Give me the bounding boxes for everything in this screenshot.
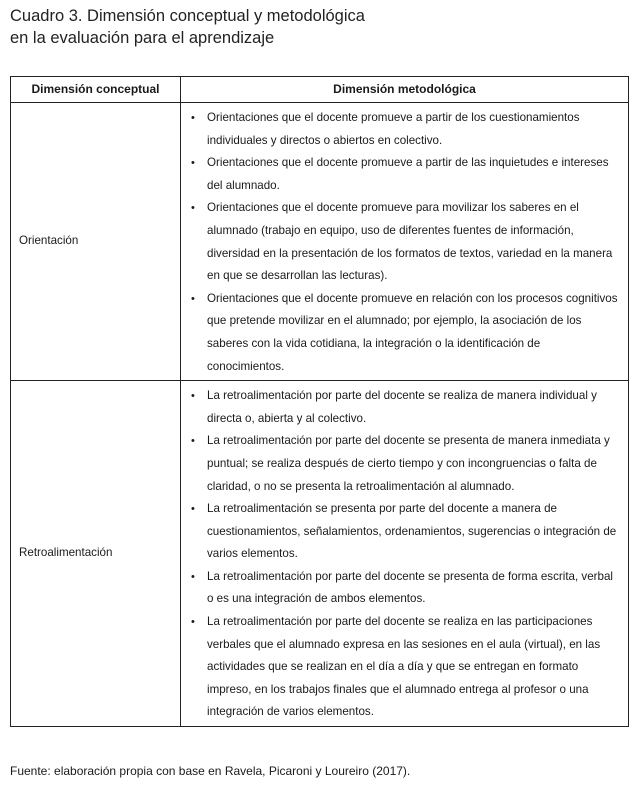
- list-item: • Orientaciones que el docente promueve a partir de los cuestionamientos individuales y directos o abiertos en colectivo.: [189, 107, 620, 152]
- table-caption: [10, 5, 610, 49]
- list-item: • Orientaciones que el docente promueve para movilizar los saberes en el alumnado (trabajo en equipo, uso de diferentes fuentes de información, diversidad en la presentación de los formatos de textos, variedad en la manera en que se desarrollan las lecturas).: [189, 197, 620, 287]
- list-item: • Orientaciones que el docente promueve en relación con los procesos cognitivos que pretende movilizar en el alumnado; por ejemplo, la asociación de los saberes con la vida cotidiana, la integración o la identificación de conocimientos.: [189, 288, 620, 378]
- method-cell: [181, 103, 629, 381]
- list-item: • La retroalimentación por parte del docente se presenta de forma escrita, verbal o es una integración de ambos elementos.: [189, 566, 620, 611]
- concept-cell: Retroalimentación: [11, 381, 181, 727]
- source-note: Fuente: elaboración propia con base en Ravela, Picaroni y Loureiro (2017).: [10, 764, 411, 778]
- list-item: • La retroalimentación por parte del docente se realiza de manera individual y directa o, abierta y al colectivo.: [189, 385, 620, 430]
- list-item: • La retroalimentación se presenta por parte del docente a manera de cuestionamientos, señalamientos, ordenamientos, sugerencias o integración de varios elementos.: [189, 498, 620, 566]
- concept-cell: Orientación: [11, 103, 181, 381]
- bullet-list: [189, 107, 620, 378]
- list-item: • La retroalimentación por parte del docente se realiza en las participaciones verbales que el alumnado expresa en las sesiones en el aula (virtual), en las actividades que se realizan en el día a día y que se entregan en formato impreso, en los trabajos finales que el alumnado entrega al profesor o una integración de varios elementos.: [189, 611, 620, 724]
- bullet-list: [189, 385, 620, 724]
- caption-line-2: en la evaluación para el aprendizaje: [10, 29, 275, 47]
- caption-line-1: Cuadro 3. Dimensión conceptual y metodológica: [10, 7, 365, 25]
- table-header-row: [11, 77, 629, 103]
- list-item: • Orientaciones que el docente promueve a partir de las inquietudes e intereses del alumnado.: [189, 152, 620, 197]
- dimensions-table: [10, 76, 629, 727]
- table-row-retroalimentacion: [11, 381, 629, 727]
- table-row-orientacion: [11, 103, 629, 381]
- header-conceptual: Dimensión conceptual: [11, 77, 181, 103]
- list-item: • La retroalimentación por parte del docente se presenta de manera inmediata y puntual; se realiza después de cierto tiempo y con incongruencias o falta de claridad, o no se presenta la retroalimentación al alumnado.: [189, 430, 620, 498]
- method-cell: [181, 381, 629, 727]
- header-methodological: Dimensión metodológica: [181, 77, 629, 103]
